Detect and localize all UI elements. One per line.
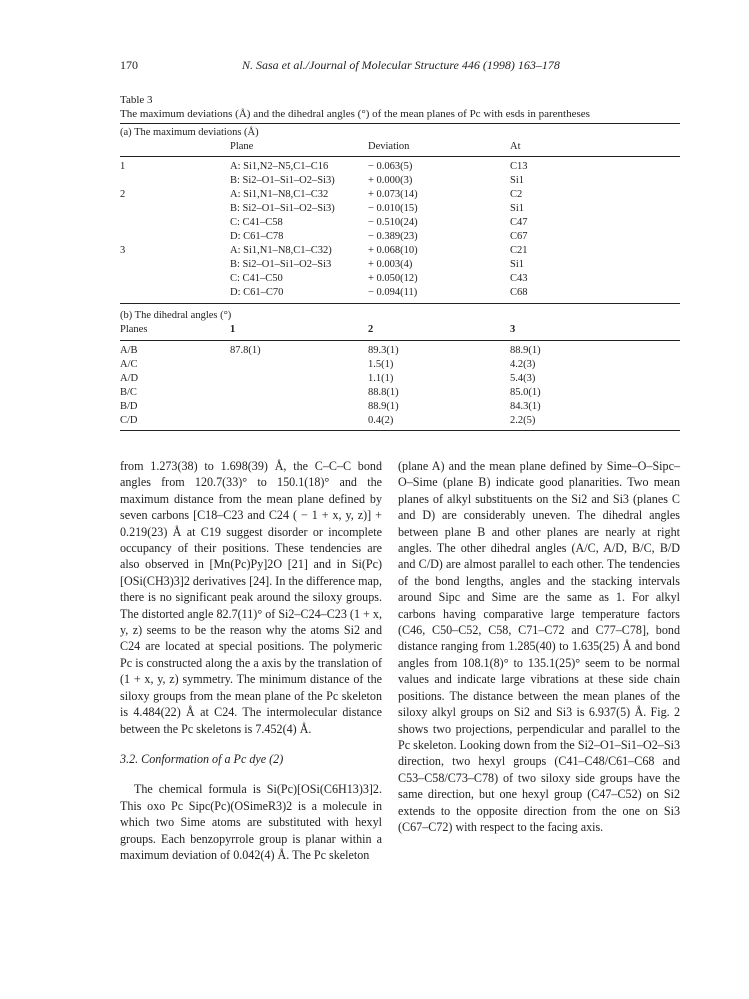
atom-cell: C13 <box>510 161 528 172</box>
planes-cell: A/D <box>120 373 139 384</box>
section-heading: 3.2. Conformation of a Pc dye (2) <box>120 751 284 766</box>
angle-cell-2: 88.9(1) <box>368 401 399 412</box>
angle-cell-2: 0.4(2) <box>368 415 394 426</box>
angle-cell-2: 88.8(1) <box>368 387 399 398</box>
compound-number: 2 <box>120 189 126 200</box>
table-row <box>120 160 680 174</box>
table-row <box>120 414 680 428</box>
compound-number: 1 <box>120 161 126 172</box>
section-b-header <box>120 323 680 337</box>
atom-cell: C47 <box>510 217 528 228</box>
atom-cell: C68 <box>510 287 528 298</box>
section-a-title: (a) The maximum deviations (Å) <box>120 127 259 138</box>
table-row <box>120 286 680 300</box>
deviation-cell: − 0.389(23) <box>368 231 418 242</box>
atom-cell: C43 <box>510 273 528 284</box>
planes-cell: B/C <box>120 387 137 398</box>
table-row <box>120 272 680 286</box>
table-row <box>120 372 680 386</box>
section-b-title: (b) The dihedral angles (°) <box>120 310 232 321</box>
atom-cell: C2 <box>510 189 523 200</box>
table-row <box>120 188 680 202</box>
table-row <box>120 244 680 258</box>
plane-cell: D: C61–C70 <box>230 287 284 298</box>
col-header-planes: Planes <box>120 324 148 335</box>
plane-cell: C: C41–C50 <box>230 273 283 284</box>
deviation-cell: − 0.094(11) <box>368 287 418 298</box>
col-header-plane: Plane <box>230 141 254 152</box>
angle-cell-2: 89.3(1) <box>368 345 399 356</box>
section-a-header-rule <box>120 156 680 157</box>
table-caption <box>120 93 680 121</box>
angle-cell-3: 2.2(5) <box>510 415 536 426</box>
atom-cell: Si1 <box>510 259 525 270</box>
section-b-header-rule <box>120 340 680 341</box>
angle-cell-3: 85.0(1) <box>510 387 541 398</box>
plane-cell: B: Si2–O1–Si1–O2–Si3) <box>230 203 335 214</box>
planes-cell: B/D <box>120 401 138 412</box>
table-bottom-rule <box>120 430 680 431</box>
col-header-deviation: Deviation <box>368 141 410 152</box>
table-row <box>120 358 680 372</box>
deviation-cell: + 0.050(12) <box>368 273 418 284</box>
page-number: 170 <box>120 58 138 72</box>
angle-cell-3: 84.3(1) <box>510 401 541 412</box>
angle-cell-2: 1.5(1) <box>368 359 394 370</box>
paragraph: The chemical formula is Si(Pc)[OSi(C6H13)3]2. This oxo Pc Sipc(Pc)(OSimeR3)2 is a molecule in which two Sime atoms are substituted with hexyl groups. Each benzopyrrole group is planar within a maximum deviation of 0.042(4) Å. The Pc skeleton <box>120 782 382 862</box>
table-top-rule <box>120 123 680 124</box>
table-row <box>120 202 680 216</box>
angle-cell-3: 4.2(3) <box>510 359 536 370</box>
plane-cell: A: Si1,N1–N8,C1–C32 <box>230 189 329 200</box>
plane-cell: B: Si2–O1–Si1–O2–Si3) <box>230 175 335 186</box>
table-row <box>120 386 680 400</box>
col-header-compound-2: 2 <box>368 324 374 335</box>
plane-cell: A: Si1,N1–N8,C1–C32) <box>230 245 332 256</box>
col-header-at: At <box>510 141 521 152</box>
planes-cell: C/D <box>120 415 138 426</box>
table-row <box>120 216 680 230</box>
table-row <box>120 230 680 244</box>
atom-cell: Si1 <box>510 203 525 214</box>
table-label: Table 3 <box>120 94 153 106</box>
atom-cell: C21 <box>510 245 528 256</box>
angle-cell-3: 88.9(1) <box>510 345 541 356</box>
deviation-cell: + 0.068(10) <box>368 245 418 256</box>
col-header-compound-3: 3 <box>510 324 516 335</box>
compound-number: 3 <box>120 245 126 256</box>
deviation-cell: + 0.073(14) <box>368 189 418 200</box>
table-row <box>120 258 680 272</box>
angle-cell-3: 5.4(3) <box>510 373 536 384</box>
left-column <box>120 458 382 863</box>
plane-cell: B: Si2–O1–Si1–O2–Si3 <box>230 259 332 270</box>
angle-cell-1: 87.8(1) <box>230 345 261 356</box>
deviation-cell: − 0.510(24) <box>368 217 418 228</box>
right-column <box>398 458 680 835</box>
planes-cell: A/B <box>120 345 138 356</box>
table-row <box>120 400 680 414</box>
page-header <box>120 58 670 74</box>
deviation-cell: + 0.003(4) <box>368 259 413 270</box>
plane-cell: C: C41–C58 <box>230 217 283 228</box>
table-row <box>120 174 680 188</box>
atom-cell: Si1 <box>510 175 525 186</box>
deviation-cell: + 0.000(3) <box>368 175 413 186</box>
plane-cell: A: Si1,N2–N5,C1–C16 <box>230 161 329 172</box>
deviation-cell: − 0.063(5) <box>368 161 413 172</box>
section-a-header <box>120 140 680 154</box>
paragraph: from 1.273(38) to 1.698(39) Å, the C–C–C bond angles from 120.7(33)° to 150.1(18)° and the maximum distance from the mean plane defined by seven carbons [C18–C23 and C24 ( − 1 + x, y, z)] + 0.219(23) Å at C19 suggest disorder or incomplete occupancy of their positions. These tendencies are also observed in [Mn(Pc)Py]2O [21] and in Si(Pc)[OSi(CH3)3]2 derivatives [24]. In the difference map, there is no significant peak around the siloxy groups. The distorted angle 82.7(11)° of Si2–C24–C23 (1 + x, y, z) seems to be the reason why the atoms Si2 and C24 are located at special positions. The polymeric Pc is constructed along the a axis by the translation of (1 + x, y, z) symmetry. The minimum distance of the siloxy groups from the mean plane of the Pc skeleton is 4.484(22) Å at C24. The intermolecular distance between the Pc skeletons is 7.452(4) Å. <box>120 459 382 736</box>
table-row <box>120 344 680 358</box>
angle-cell-2: 1.1(1) <box>368 373 394 384</box>
table-caption-text: The maximum deviations (Å) and the dihedral angles (°) of the mean planes of Pc with esds in parentheses <box>120 108 590 120</box>
paragraph: (plane A) and the mean plane defined by Sime–O–Sipc–O–Sime (plane B) indicate good planarities. Two mean planes of alkyl substituents on the Si2 and Si3 (planes C and D) are considerably uneven. The dihedral angles between plane B and other planes are nearly at right angles. The other dihedral angles (A/C, A/D, B/C, B/D and C/D) are almost parallel to each other. The tendencies of the bond lengths, angles and the stacking intervals around Sipc and Sime are the same as 1. For alkyl carbons having comparative large temperature factors (C46, C50–C52, C58, C71–C72 and C77–C78], bond distance ranging from 1.285(40) to 1.635(25) Å and bond angles from 108.1(8)° to 135.1(25)° seem to be normal values and indicate large vibrations at these side chain positions. The distance between the mean planes of the siloxy alkyl groups on Si2 and Si3 is 6.937(5) Å. Fig. 2 shows two projections, perpendicular and parallel to the Pc skeleton. Looking down from the Si2–O1–Si1–O2–Si3 direction, two hexyl groups (C41–C48/C61–C68 and C53–C58/C73–C78) of two siloxy side groups have the same direction, but one hexyl group (C47–C52) on Si2 extends to the opposite direction from the one on Si3 (C67–C72) with respect to the facing axis. <box>398 459 680 834</box>
col-header-compound-1: 1 <box>230 324 236 335</box>
atom-cell: C67 <box>510 231 528 242</box>
running-title: N. Sasa et al./Journal of Molecular Structure 446 (1998) 163–178 <box>242 58 560 72</box>
section-b-top-rule <box>120 303 680 304</box>
planes-cell: A/C <box>120 359 138 370</box>
deviation-cell: − 0.010(15) <box>368 203 418 214</box>
plane-cell: D: C61–C78 <box>230 231 284 242</box>
